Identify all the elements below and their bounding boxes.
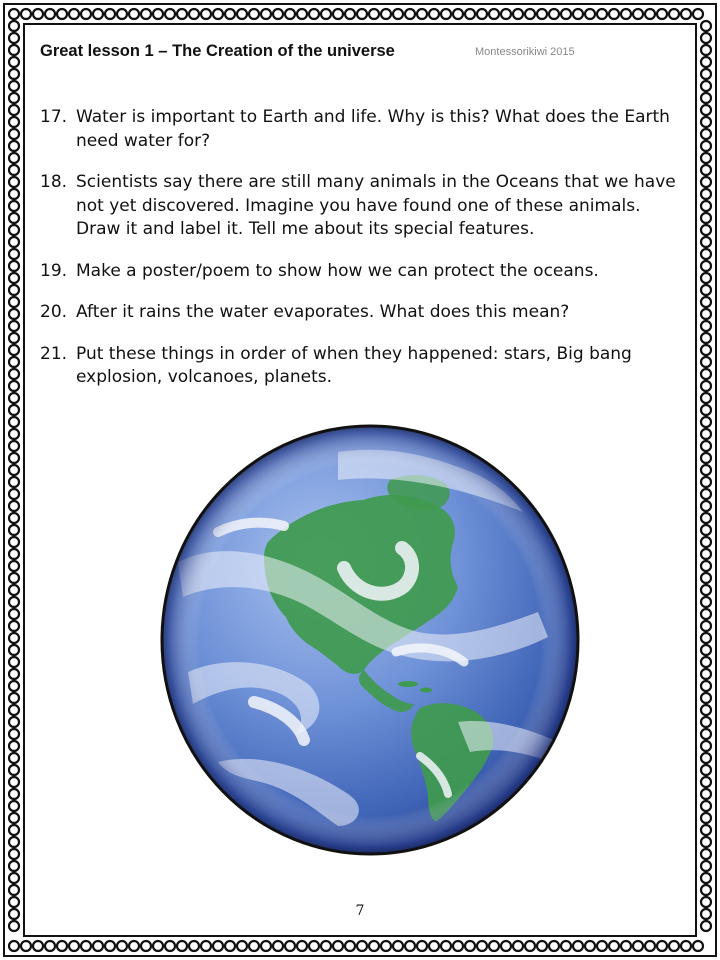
question-text: Scientists say there are still many animals in the Oceans that we have not yet discovered. Imagine you have found one of these animals. Draw it and label it. Tell me about its special features.	[76, 172, 676, 239]
question-text: Make a poster/poem to show how we can protect the oceans.	[76, 260, 599, 281]
question-list	[40, 106, 680, 408]
question-text: After it rains the water evaporates. What does this mean?	[76, 302, 570, 322]
question-item	[40, 301, 680, 325]
question-number: 20.	[40, 302, 68, 322]
author-credit: Montessorikiwi 2015	[475, 46, 575, 58]
earth-globe-illustration	[158, 422, 582, 858]
question-item	[40, 106, 680, 153]
question-item	[40, 260, 680, 284]
question-number: 19.	[40, 260, 68, 281]
question-text: Water is important to Earth and life. Why is this? What does the Earth need water for?	[76, 107, 670, 151]
question-item	[40, 171, 680, 242]
question-number: 21.	[40, 343, 68, 364]
question-item	[40, 343, 680, 390]
question-text: Put these things in order of when they happened: stars, Big bang explosion, volcanoes, planets.	[76, 343, 632, 387]
question-number: 17.	[40, 107, 68, 127]
lesson-title: Great lesson 1 – The Creation of the universe	[40, 42, 395, 60]
page-number: 7	[355, 903, 365, 919]
question-number: 18.	[40, 172, 68, 192]
